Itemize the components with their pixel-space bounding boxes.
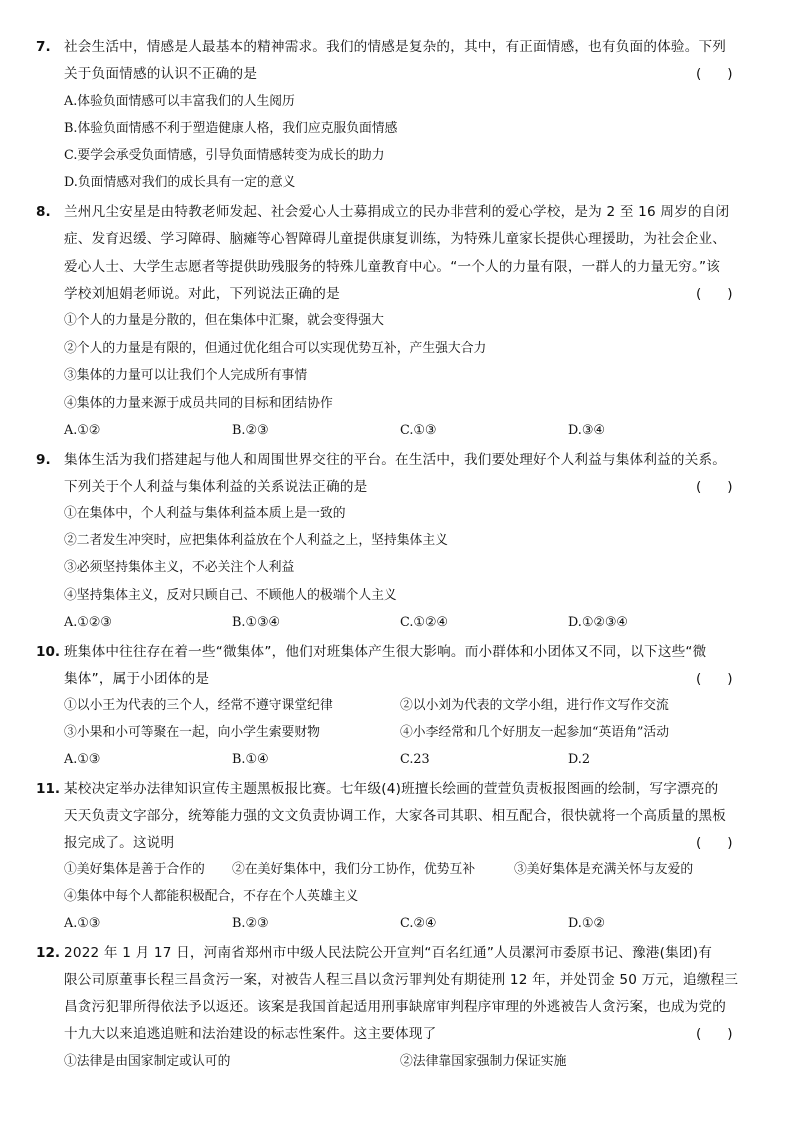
answer-blank: ( ) [696,286,733,302]
question-stem-line: 学校刘旭娟老师说。对此，下列说法正确的是 [64,286,340,302]
choice-d: D.2 [568,752,591,767]
answer-blank: ( ) [696,1026,733,1042]
statement-1: ①法律是由国家制定或认可的 [64,1054,231,1069]
choice-c: C.②④ [400,916,437,931]
question-number: 8. [36,204,51,220]
question-stem-line: 班集体中往往存在着一些“微集体”，他们对班集体产生很大影响。而小群体和小团体又不同，以下这些“微 [64,644,707,660]
question-stem-line: 集体”，属于小团体的是 [64,671,210,687]
question-stem-line: 下列关于个人利益与集体利益的关系说法正确的是 [64,479,368,495]
choice-d: D.③④ [568,423,605,438]
statement-3: ③集体的力量可以让我们个人完成所有事情 [64,368,308,383]
option-a: A.体验负面情感可以丰富我们的人生阅历 [64,94,295,109]
question-stem-line: 限公司原董事长程三昌贪污一案，对被告人程三昌以贪污罪判处有期徒刑 12 年，并处罚金 50 万元，追缴程三 [64,972,739,988]
statement-1: ①个人的力量是分散的，但在集体中汇聚，就会变得强大 [64,313,384,328]
question-stem-line: 报完成了。这说明 [64,835,175,851]
answer-blank: ( ) [696,66,733,82]
statement-2: ②在美好集体中，我们分工协作，优势互补 [232,862,476,877]
choice-c: C.23 [400,752,430,767]
question-stem-line: 2022 年 1 月 17 日，河南省郑州市中级人民法院公开宣判“百名红通”人员漯河市委原书记、豫港(集团)有 [64,945,712,961]
question-stem-line: 集体生活为我们搭建起与他人和周围世界交往的平台。在生活中，我们要处理好个人利益与集体利益的关系。 [64,452,727,468]
choice-a: A.①② [64,423,101,438]
statement-4: ④小李经常和几个好朋友一起参加“英语角”活动 [400,725,670,740]
choice-a: A.①③ [64,752,101,767]
statement-3: ③小果和小可等聚在一起，向小学生索要财物 [64,725,320,740]
statement-2: ②法律靠国家强制力保证实施 [400,1054,567,1069]
question-stem-line: 爱心人士、大学生志愿者等提供助残服务的特殊儿童教育中心。“一个人的力量有限，一群人的力量无穷。”该 [64,259,720,275]
choice-d: D.①② [568,916,605,931]
statement-1: ①以小王为代表的三个人，经常不遵守课堂纪律 [64,698,333,713]
question-stem-line: 兰州凡尘安星是由特教老师发起、社会爱心人士募捐成立的民办非营利的爱心学校，是为 2 至 16 周岁的自闭 [64,204,730,220]
question-stem-line: 社会生活中，情感是人最基本的精神需求。我们的情感是复杂的，其中，有正面情感，也有负面的体验。下列 [64,39,727,55]
option-d: D.负面情感对我们的成长具有一定的意义 [64,175,296,190]
answer-blank: ( ) [696,671,733,687]
choice-a: A.①③ [64,916,101,931]
statement-1: ①美好集体是善于合作的 [64,862,205,877]
question-stem-line: 昌贪污犯罪所得依法予以返还。该案是我国首起适用刑事缺席审判程序审理的外逃被告人贪污案，也成为党的 [64,999,727,1015]
question-number: 9. [36,452,51,468]
answer-blank: ( ) [696,835,733,851]
option-c: C.要学会承受负面情感，引导负面情感转变为成长的助力 [64,148,385,163]
statement-2: ②个人的力量是有限的，但通过优化组合可以实现优势互补，产生强大合力 [64,341,487,356]
statement-3: ③美好集体是充满关怀与友爱的 [514,862,694,877]
choice-c: C.①②④ [400,615,448,630]
question-number: 12. [36,945,61,961]
choice-c: C.①③ [400,423,437,438]
choice-d: D.①②③④ [568,615,628,630]
option-b: B.体验负面情感不利于塑造健康人格，我们应克服负面情感 [64,121,398,136]
choice-b: B.②③ [232,916,269,931]
choice-a: A.①②③ [64,615,112,630]
statement-2: ②二者发生冲突时，应把集体利益放在个人利益之上，坚持集体主义 [64,533,448,548]
choice-b: B.①④ [232,752,269,767]
statement-2: ②以小刘为代表的文学小组，进行作文写作交流 [400,698,669,713]
question-number: 10. [36,644,61,660]
choice-b: B.②③ [232,423,269,438]
question-stem-line: 十九大以来追逃追赃和法治建设的标志性案件。这主要体现了 [64,1026,437,1042]
choice-b: B.①③④ [232,615,280,630]
question-stem-line: 关于负面情感的认识不正确的是 [64,66,258,82]
question-stem-line: 天天负责文字部分，统筹能力强的文文负责协调工作，大家各司其职、相互配合，很快就将一个高质量的黑板 [64,808,727,824]
statement-4: ④集体的力量来源于成员共同的目标和团结协作 [64,396,333,411]
question-number: 11. [36,781,61,797]
question-stem-line: 症、发育迟缓、学习障碍、脑瘫等心智障碍儿童提供康复训练，为特殊儿童家长提供心理援助，为社会企业、 [64,231,727,247]
answer-blank: ( ) [696,479,733,495]
statement-4: ④集体中每个人都能积极配合，不存在个人英雄主义 [64,889,359,904]
statement-1: ①在集体中，个人利益与集体利益本质上是一致的 [64,506,346,521]
question-number: 7. [36,39,51,55]
question-stem-line: 某校决定举办法律知识宣传主题黑板报比赛。七年级(4)班擅长绘画的萱萱负责板报图画的绘制，写字漂亮的 [64,781,719,797]
statement-3: ③必须坚持集体主义，不必关注个人利益 [64,560,295,575]
statement-4: ④坚持集体主义，反对只顾自己、不顾他人的极端个人主义 [64,588,397,603]
